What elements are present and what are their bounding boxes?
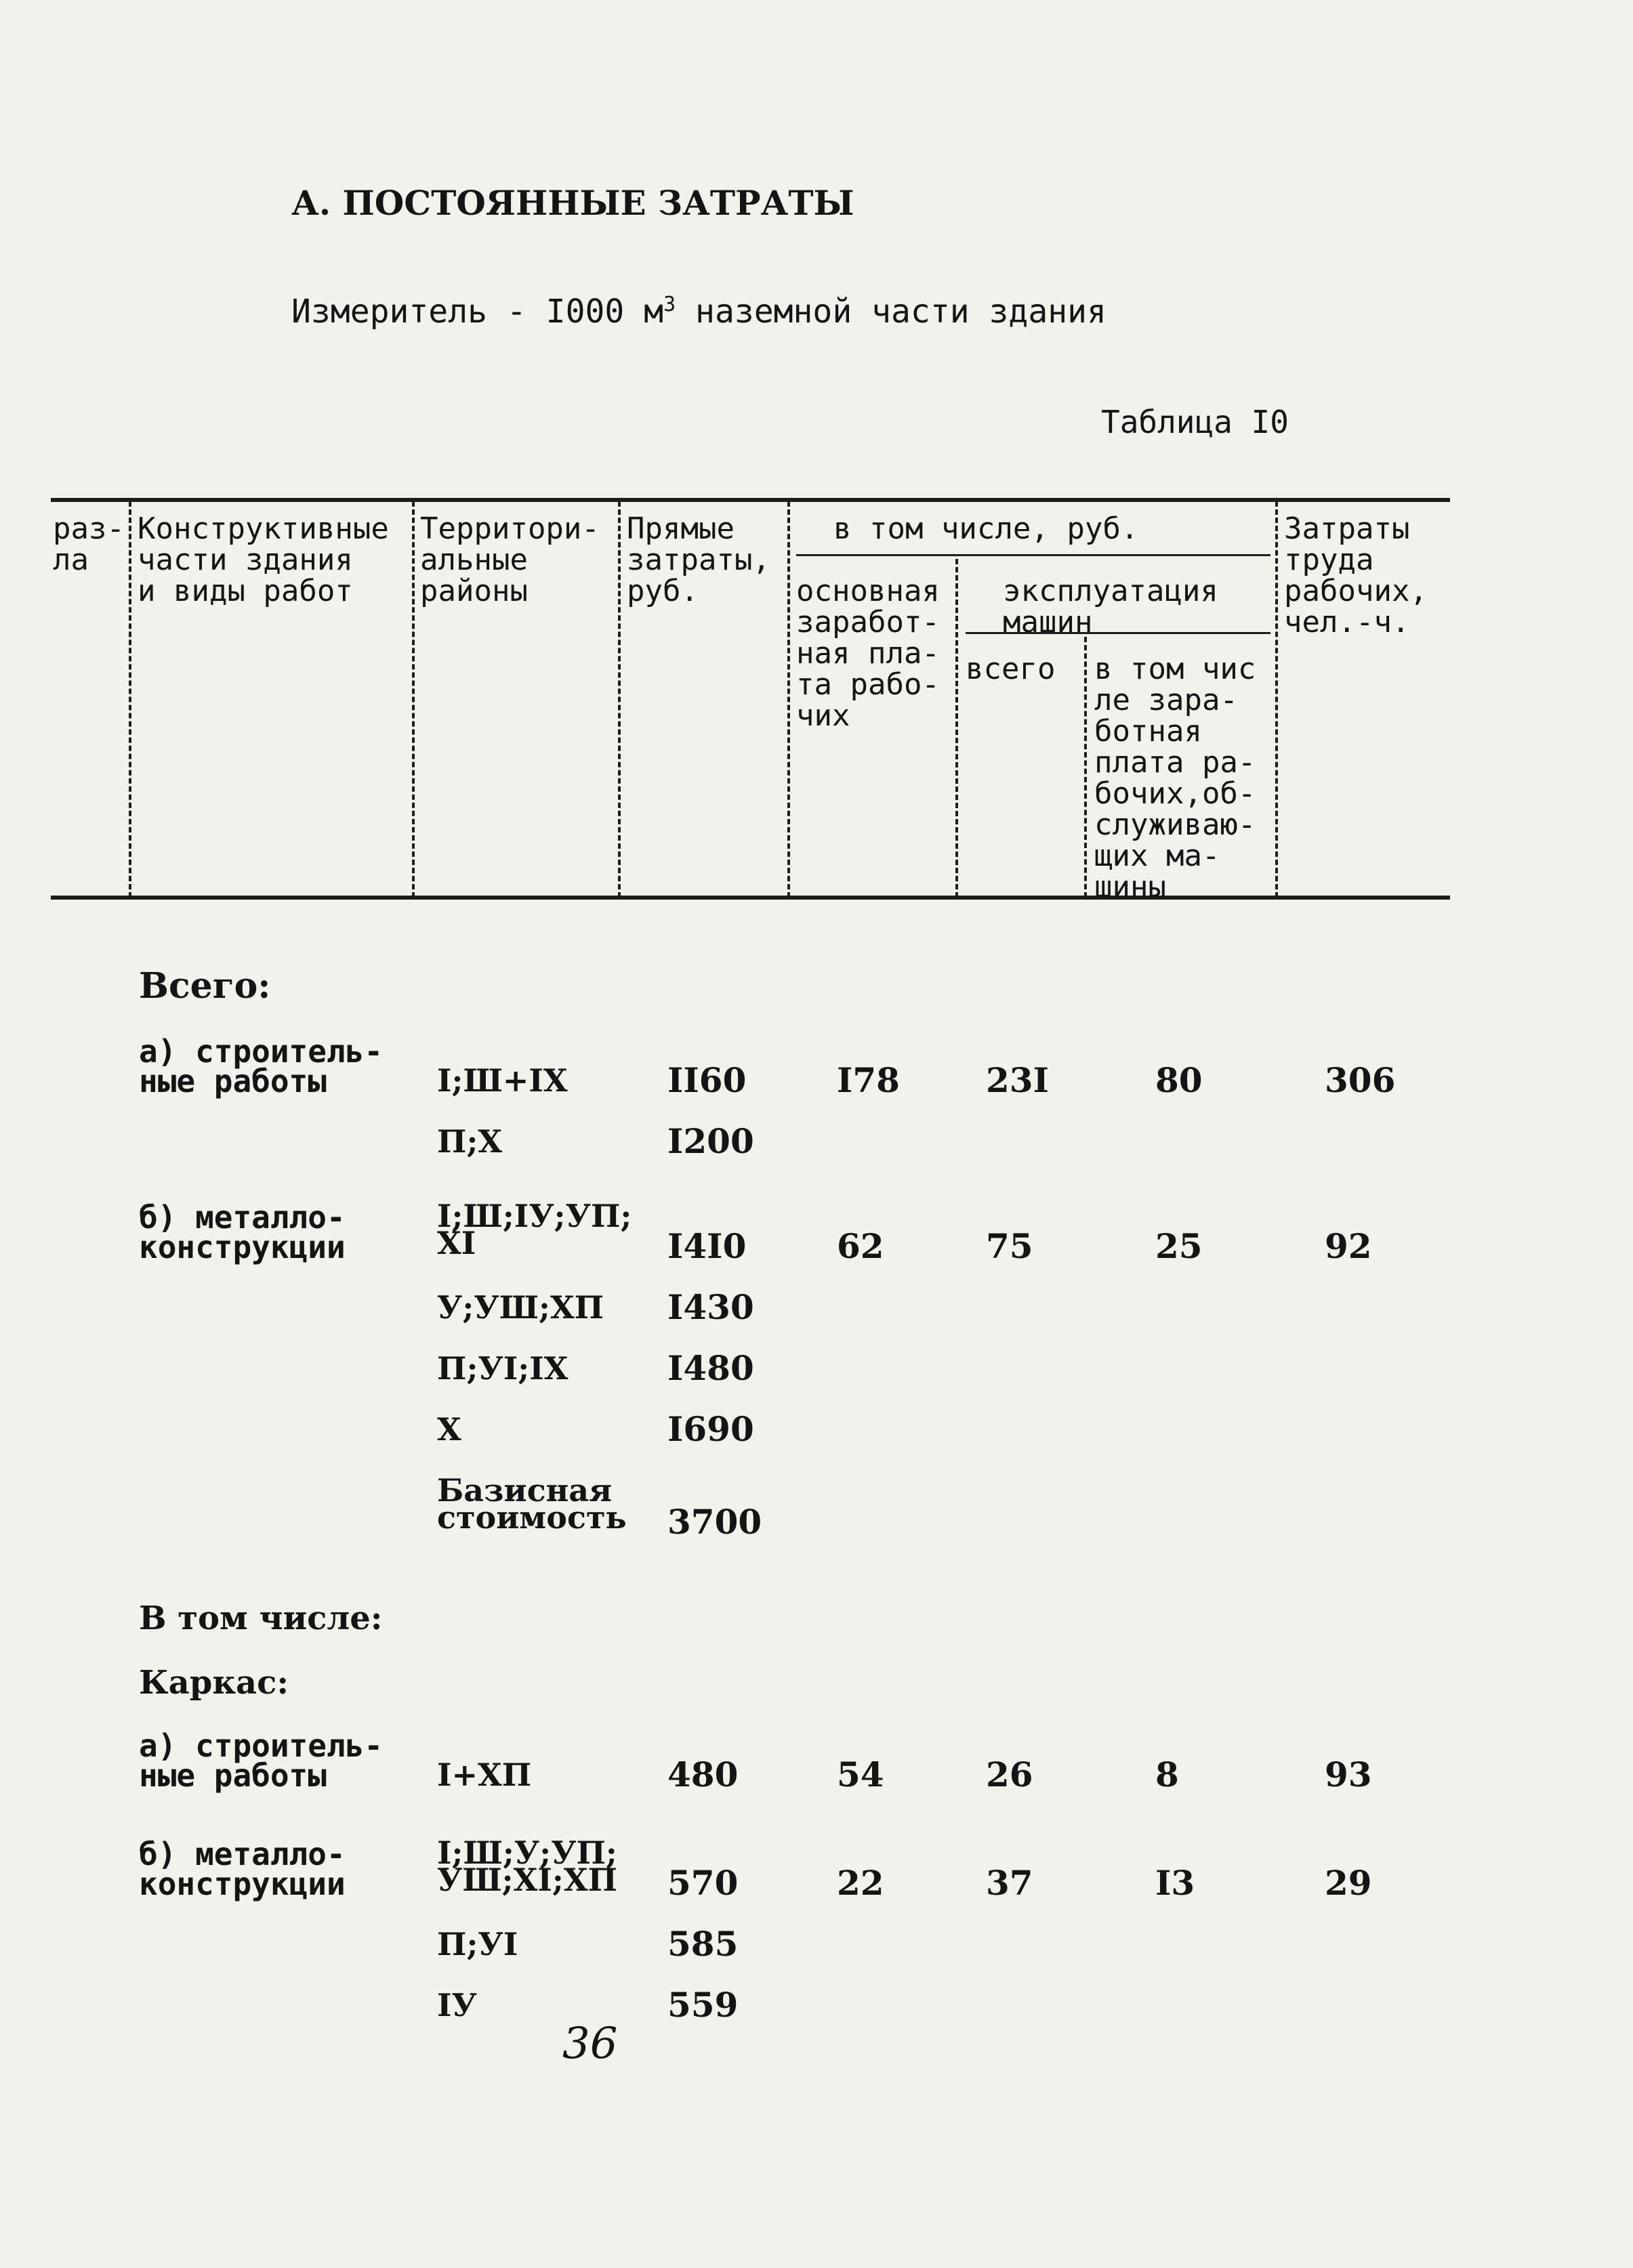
col-divider-5 <box>955 559 958 898</box>
labor-cell: 29 <box>1325 1863 1372 1903</box>
section-incl-title: В том числе: <box>139 1599 383 1637</box>
wage-cell: 22 <box>837 1863 884 1903</box>
direct-cost-cell: 480 <box>667 1755 739 1794</box>
header-wage-col: основная заработ- ная пла- та рабо- чих <box>796 574 940 733</box>
header-section-col: раз- ла <box>53 511 125 577</box>
wage-cell: 62 <box>837 1226 884 1266</box>
measure-prefix: Измеритель - I000 м <box>291 293 664 331</box>
header-direct-col: Прямые затраты, руб. <box>627 511 770 608</box>
col-divider-2 <box>412 501 415 898</box>
table-label: Таблица I0 <box>1101 404 1289 440</box>
labor-cell: 92 <box>1325 1226 1372 1266</box>
machines-wage-cell: 8 <box>1155 1755 1179 1794</box>
section-title: А. ПОСТОЯННЫЕ ЗАТРАТЫ <box>291 183 854 223</box>
header-rule-subtotal <box>796 554 1270 556</box>
wage-cell: I78 <box>837 1060 900 1100</box>
direct-cost-cell: 570 <box>667 1863 739 1903</box>
direct-cost-cell: II60 <box>667 1060 747 1100</box>
territory-cell: Базисная стоимость <box>437 1472 627 1536</box>
header-top-rule <box>51 498 1450 502</box>
header-labor-col: Затраты труда рабочих, чел.-ч. <box>1284 511 1428 639</box>
territory-cell: I;Ш+IX <box>437 1062 568 1099</box>
measure-line <box>291 293 1107 331</box>
direct-cost-cell: 3700 <box>667 1502 762 1542</box>
header-machines-total-col: всего <box>966 652 1056 686</box>
territory-cell: X <box>437 1411 461 1448</box>
page-number: 36 <box>562 2019 618 2069</box>
direct-cost-cell: I430 <box>667 1287 754 1327</box>
measure-sup: 3 <box>663 293 676 316</box>
header-territory-col: Территори- альные районы <box>420 511 600 608</box>
metal-structures-label: б) металло- конструкции <box>139 1836 346 1902</box>
frame-subtitle: Каркас: <box>139 1664 289 1702</box>
direct-cost-cell: 585 <box>667 1924 739 1964</box>
header-machines-wage-col: в том чис ле зара- ботная плата ра- бочих,об- служиваю- щих ма- шины <box>1094 652 1256 904</box>
direct-cost-cell: I480 <box>667 1348 754 1388</box>
construction-works-label: а) строитель- ные работы <box>139 1033 384 1099</box>
machines-wage-cell: I3 <box>1155 1863 1195 1903</box>
direct-cost-cell: 559 <box>667 1985 739 2025</box>
metal-structures-label: б) металло- конструкции <box>139 1199 346 1265</box>
header-incl-col: в том числе, руб. <box>833 511 1139 546</box>
direct-cost-cell: I690 <box>667 1409 754 1449</box>
territory-cell: I+XП <box>437 1757 532 1793</box>
machines-total-cell: 26 <box>986 1755 1033 1794</box>
territory-cell: I;Ш;IУ;УП; XI <box>437 1198 632 1261</box>
territory-cell: IУ <box>437 1987 477 2023</box>
header-machines-col: эксплуатация машин <box>1003 574 1218 639</box>
col-divider-6 <box>1084 637 1087 898</box>
machines-wage-cell: 80 <box>1155 1060 1203 1100</box>
col-divider-4 <box>787 501 790 898</box>
section-total-title: Всего: <box>139 965 271 1007</box>
direct-cost-cell: I4I0 <box>667 1226 747 1266</box>
machines-total-cell: 75 <box>986 1226 1033 1266</box>
territory-cell: П;УI <box>437 1926 518 1962</box>
direct-cost-cell: I200 <box>667 1121 754 1161</box>
territory-cell: П;УI;IX <box>437 1350 569 1387</box>
col-divider-7 <box>1275 501 1278 898</box>
col-divider-1 <box>129 501 131 898</box>
labor-cell: 306 <box>1325 1060 1396 1100</box>
machines-wage-cell: 25 <box>1155 1226 1203 1266</box>
col-divider-3 <box>618 501 621 898</box>
territory-cell: I;Ш;У;УП; УШ;XI;XП <box>437 1834 617 1898</box>
measure-suffix: наземной части здания <box>676 293 1107 331</box>
wage-cell: 54 <box>837 1755 884 1794</box>
machines-total-cell: 23I <box>986 1060 1049 1100</box>
machines-total-cell: 37 <box>986 1863 1033 1903</box>
territory-cell: П;X <box>437 1123 503 1160</box>
territory-cell: У;УШ;XП <box>437 1289 604 1326</box>
construction-works-label: а) строитель- ные работы <box>139 1727 384 1794</box>
labor-cell: 93 <box>1325 1755 1372 1794</box>
header-parts-col: Конструктивные части здания и виды работ <box>138 511 389 608</box>
